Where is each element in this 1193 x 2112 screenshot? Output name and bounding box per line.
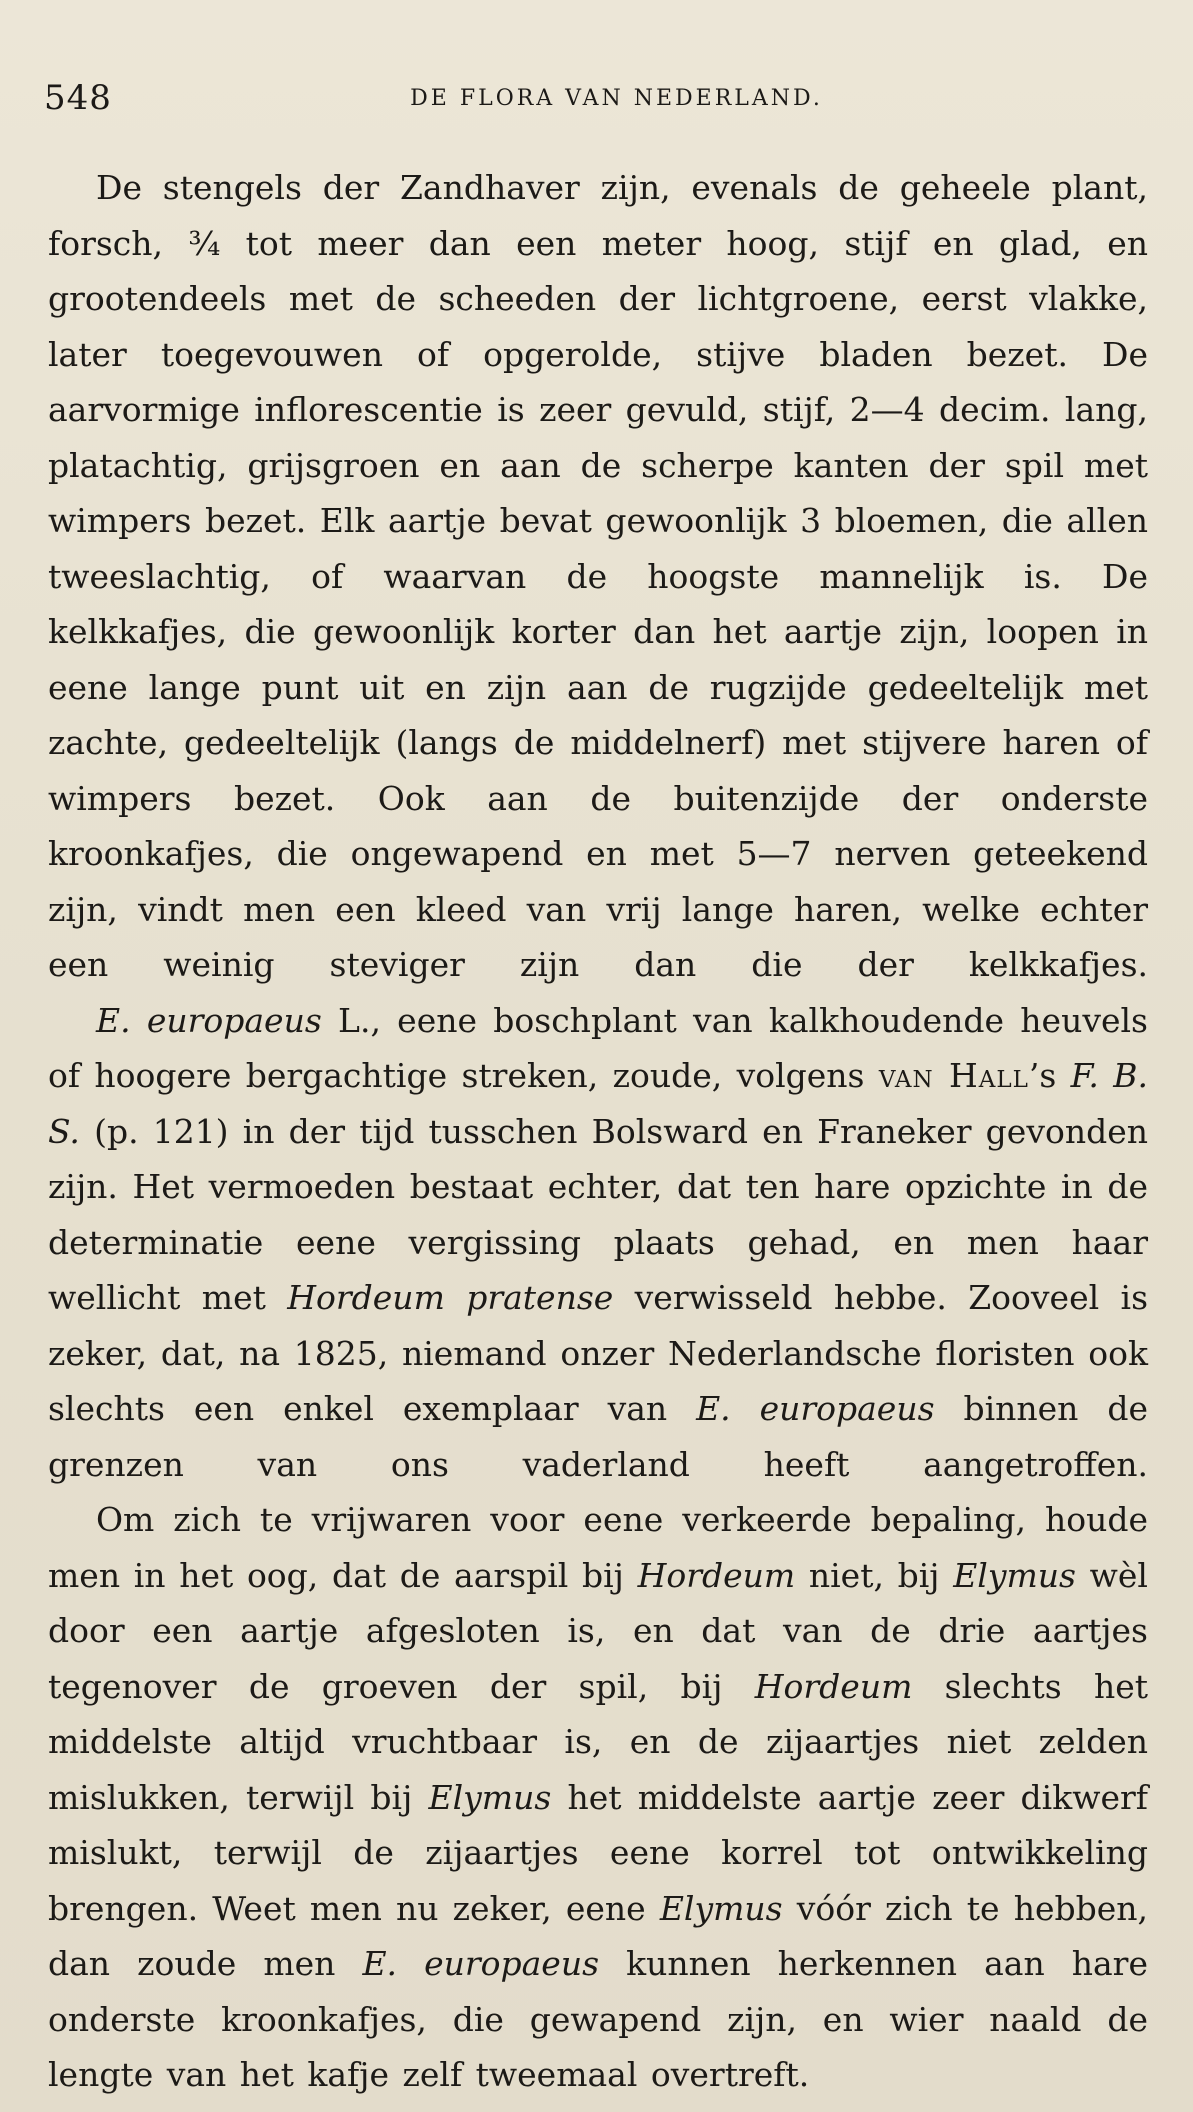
italic-text: E. europaeus [96, 1000, 322, 1040]
paragraph [48, 993, 1148, 1493]
running-title: DE FLORA VAN NEDERLAND. [410, 86, 823, 111]
text-run: niet, bij [795, 1555, 954, 1595]
italic-text: Elymus [428, 1777, 552, 1817]
italic-text: Elymus [659, 1888, 783, 1928]
italic-text: Hordeum pratense [287, 1278, 614, 1317]
text-run: vóór zich te hebben, dan zoude men [48, 1888, 1148, 1983]
text-run: De stengels der Zandhaver zijn, evenals de geheele plant, forsch, ¾ tot meer dan een meter hoog, stijf en glad, en grootendeels met de scheeden der lichtgroene, eerst vlakke, later toegevouwen of opgerolde, stijve bladen bezet. De aarvormige inflorescentie is zeer gevuld, stijf, 2—4 decim. lang, platachtig, grijsgroen en aan de scherpe kanten der spil met wimpers bezet. Elk aartje bevat gewoonlijk 3 bloemen, die allen tweeslachtig, of waarvan de hoogste mannelijk is. De kelkkafjes, die gewoonlijk korter dan het aartje zijn, loopen in eene lange punt uit en zijn aan de rugzijde gedeeltelijk met zachte, gedeeltelijk (langs de middelnerf) met stijvere haren of wimpers bezet. Ook aan de buitenzijde der onderste kroonkafjes, die ongewapend en met 5—7 nerven geteekend zijn, vindt men een kleed van vrij lange haren, welke echter een weinig steviger zijn dan die der kelkkafjes. [48, 168, 1148, 984]
text-run: binnen de grenzen van ons vaderland heeft aangetroffen. [48, 1389, 1148, 1484]
small-caps-text: van Hall [878, 1056, 1029, 1095]
italic-text: Hordeum [637, 1555, 796, 1595]
italic-text: E. europaeus [696, 1389, 935, 1428]
text-run: slechts het middelste altijd vruchtbaar is, en de zijaartjes niet zelden mislukken, terwijl bij [48, 1666, 1148, 1817]
text-run: ’s [1028, 1056, 1071, 1095]
body-text [48, 160, 1148, 2103]
text-run: wèl door een aartje afgesloten is, en dat van de drie aartjes tegenover de groeven der spil, bij [48, 1555, 1148, 1706]
italic-text: F. B. S. [48, 1056, 1148, 1151]
page-number: 548 [44, 78, 112, 118]
paragraph [48, 160, 1148, 993]
paragraph [48, 1492, 1148, 2103]
italic-text: Elymus [953, 1555, 1076, 1595]
text-run: het middelste aartje zeer dikwerf mislukt, terwijl de zijaartjes eene korrel tot ontwikkeling brengen. Weet men nu zeker, eene [48, 1777, 1148, 1928]
text-run: Om zich te vrijwaren voor eene verkeerde bepaling, houde men in het oog, dat de aarspil bij [48, 1500, 1148, 1595]
text-run: L., eene boschplant van kalkhoudende heuvels of hoogere bergachtige streken, zoude, volgens [48, 1000, 1148, 1095]
italic-text: E. europaeus [362, 1944, 600, 1983]
text-run: (p. 121) in der tijd tusschen Bolsward en Franeker gevonden zijn. Het vermoeden bestaat echter, dat ten hare opzichte in de determinatie eene vergissing plaats gehad, en men haar wellicht met [48, 1111, 1148, 1317]
text-run: verwisseld hebbe. Zooveel is zeker, dat, na 1825, niemand onzer Nederlandsche floristen ook slechts een enkel exemplaar van [48, 1278, 1148, 1428]
page-header [44, 78, 1149, 118]
text-run: kunnen herkennen aan hare onderste kroonkafjes, die gewapend zijn, en wier naald de lengte van het kafje zelf tweemaal overtreft. [48, 1944, 1148, 2094]
italic-text: Hordeum [754, 1666, 913, 1706]
